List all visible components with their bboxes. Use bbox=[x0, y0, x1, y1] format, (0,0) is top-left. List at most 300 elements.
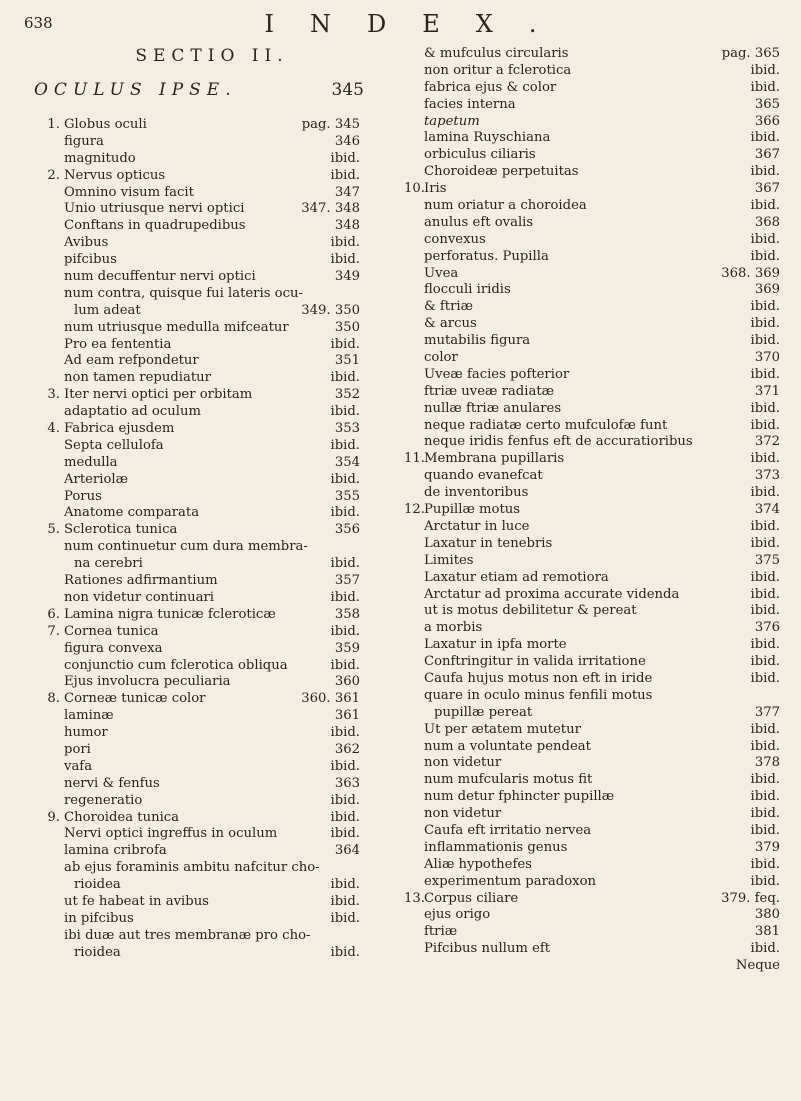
entry-text: Ejus involucra peculiaria bbox=[64, 674, 231, 690]
entry-text: Nervi optici ingreffus in oculum bbox=[64, 826, 278, 842]
entry-page: ibid. bbox=[750, 248, 780, 264]
entry-page: ibid. bbox=[750, 316, 780, 332]
entry-text: non videtur bbox=[424, 806, 502, 822]
entry-text: Caufa hujus motus non eft in iride bbox=[424, 670, 653, 686]
entry-number: 1. bbox=[47, 117, 60, 132]
entry-text: ibi duæ aut tres membranæ pro cho- bbox=[64, 927, 311, 943]
entry-text: Pro ea fententia bbox=[64, 336, 172, 352]
entry-text: Omnino visum facit bbox=[64, 184, 194, 200]
entry-number: 3. bbox=[47, 387, 60, 403]
entry-page: 373 bbox=[754, 468, 780, 484]
entry-text: pori bbox=[64, 741, 91, 757]
index-entry bbox=[424, 755, 780, 772]
index-entry bbox=[424, 907, 780, 924]
entry-text: anulus eft ovalis bbox=[424, 214, 534, 230]
entry-page: 367 bbox=[754, 147, 780, 163]
entry-page: ibid. bbox=[330, 370, 360, 386]
entry-page: ibid. bbox=[750, 62, 780, 78]
entry-page: Neque bbox=[735, 958, 780, 974]
entry-text: Fabrica ejusdem bbox=[64, 421, 175, 437]
entry-text: ut is motus debilitetur & pereat bbox=[424, 603, 637, 619]
entry-text: & arcus bbox=[424, 316, 477, 332]
index-entry bbox=[64, 201, 360, 218]
entry-page: 356 bbox=[334, 522, 360, 538]
index-entry bbox=[424, 468, 780, 485]
entry-page: ibid. bbox=[750, 721, 780, 737]
entry-text: Membrana pupillaris bbox=[424, 451, 565, 467]
index-entry bbox=[64, 320, 360, 337]
entry-text: ejus origo bbox=[424, 907, 491, 923]
entry-text: num detur fphincter pupillæ bbox=[424, 789, 615, 805]
index-entry bbox=[64, 641, 360, 658]
index-entry bbox=[64, 658, 360, 675]
entry-text: mutabilis figura bbox=[424, 333, 531, 349]
index-entry bbox=[47, 117, 360, 134]
index-entry bbox=[64, 185, 360, 202]
entry-page: ibid. bbox=[750, 789, 780, 805]
entry-text: figura convexa bbox=[64, 640, 163, 656]
entry-text: Uveæ facies pofterior bbox=[424, 366, 570, 382]
index-entry bbox=[424, 266, 780, 283]
entry-page: 353 bbox=[334, 421, 360, 437]
entry-page: 368 bbox=[754, 214, 780, 230]
entry-text: nullæ ftriæ anulares bbox=[424, 400, 562, 416]
entry-text: ftriæ uveæ radiatæ bbox=[424, 383, 555, 399]
entry-text: Laxatur etiam ad remotiora bbox=[424, 569, 609, 585]
entry-page: 350 bbox=[334, 319, 360, 335]
index-entry bbox=[424, 857, 780, 874]
entry-text: tapetum bbox=[424, 113, 480, 129]
entry-text: Lamina nigra tunicæ fcleroticæ bbox=[64, 606, 276, 622]
entry-number: 10. bbox=[404, 181, 425, 197]
entry-text: ftriæ bbox=[424, 924, 458, 940]
index-entry bbox=[424, 620, 780, 637]
index-entry bbox=[47, 522, 360, 539]
index-entry bbox=[64, 235, 360, 252]
index-entry bbox=[64, 573, 360, 590]
index-entry bbox=[64, 337, 360, 354]
entry-page: 359 bbox=[334, 640, 360, 656]
index-entry bbox=[64, 708, 360, 725]
entry-page: ibid. bbox=[330, 336, 360, 352]
entry-page: 358 bbox=[334, 606, 360, 622]
index-entry bbox=[424, 198, 780, 215]
entry-text: na cerebri bbox=[74, 556, 143, 572]
entry-text: a morbis bbox=[424, 620, 483, 636]
entry-page: ibid. bbox=[330, 471, 360, 487]
entry-text: Pifcibus nullum eft bbox=[424, 941, 551, 957]
entry-page: ibid. bbox=[750, 806, 780, 822]
entry-page: 357 bbox=[334, 573, 360, 589]
entry-page: ibid. bbox=[750, 164, 780, 180]
entry-page: ibid. bbox=[330, 556, 360, 572]
subheading-page: 345 bbox=[331, 80, 364, 100]
entry-page: 363 bbox=[334, 775, 360, 791]
entry-text: non videtur bbox=[424, 755, 502, 771]
entry-text: perforatus. Pupilla bbox=[424, 248, 549, 264]
entry-page: ibid. bbox=[750, 772, 780, 788]
entry-text: num decuffentur nervi optici bbox=[64, 269, 256, 285]
index-entry bbox=[424, 316, 780, 333]
index-entry bbox=[64, 776, 360, 793]
entry-text: Rationes adfirmantium bbox=[64, 573, 218, 589]
entry-page: ibid. bbox=[750, 333, 780, 349]
index-entry bbox=[64, 877, 360, 894]
entry-text: Sclerotica tunica bbox=[64, 522, 178, 538]
index-entry bbox=[64, 472, 360, 489]
index-entry bbox=[64, 911, 360, 928]
entry-page: ibid. bbox=[330, 893, 360, 909]
index-entry bbox=[47, 606, 360, 624]
index-entry bbox=[424, 63, 780, 80]
entry-text: Arteriolæ bbox=[64, 471, 129, 487]
entry-page: ibid. bbox=[750, 603, 780, 619]
entry-page: 374 bbox=[754, 502, 780, 518]
entry-page: ibid. bbox=[750, 873, 780, 889]
entry-page: ibid. bbox=[330, 589, 360, 605]
index-entry bbox=[424, 823, 780, 840]
index-entry bbox=[424, 637, 780, 654]
entry-text: Aliæ hypothefes bbox=[424, 856, 532, 872]
entry-text: laminæ bbox=[64, 708, 114, 724]
entry-text: Nervus opticus bbox=[64, 167, 166, 183]
entry-text: facies interna bbox=[424, 96, 516, 112]
entry-page: 371 bbox=[754, 383, 780, 399]
left-entries bbox=[47, 117, 360, 962]
entry-text: Septa cellulofa bbox=[64, 437, 164, 453]
entry-text: Arctatur in luce bbox=[424, 518, 530, 534]
entry-text: flocculi iridis bbox=[424, 282, 511, 298]
entry-text: regeneratio bbox=[64, 792, 143, 808]
entry-text: num continuetur cum dura membra- bbox=[64, 539, 308, 555]
entry-text: ut fe habeat in avibus bbox=[64, 893, 209, 909]
entry-page: ibid. bbox=[750, 518, 780, 534]
entry-page: ibid. bbox=[750, 417, 780, 433]
entry-number: 4. bbox=[47, 421, 60, 437]
entry-page: 346 bbox=[334, 133, 360, 149]
index-entry bbox=[64, 590, 360, 607]
entry-page: ibid. bbox=[330, 944, 360, 960]
index-entry bbox=[64, 843, 360, 860]
entry-page: ibid. bbox=[750, 569, 780, 585]
entry-page: ibid. bbox=[330, 910, 360, 926]
running-head: INDEX. bbox=[264, 10, 573, 38]
index-entry bbox=[404, 502, 780, 519]
index-entry bbox=[64, 928, 360, 945]
entry-text: convexus bbox=[424, 231, 486, 247]
index-entry bbox=[64, 539, 360, 556]
entry-page: ibid. bbox=[330, 877, 360, 893]
entry-page: 366 bbox=[754, 113, 780, 129]
index-entry bbox=[424, 232, 780, 249]
entry-text: non tamen repudiatur bbox=[64, 370, 211, 386]
entry-text: Iris bbox=[424, 181, 447, 197]
entry-page: 349. 350 bbox=[301, 302, 360, 318]
index-entry bbox=[64, 438, 360, 455]
index-entry bbox=[424, 772, 780, 789]
entry-text: orbiculus ciliaris bbox=[424, 147, 536, 163]
entry-number: 5. bbox=[47, 522, 60, 538]
entry-number: 7. bbox=[47, 623, 60, 639]
entry-text: medulla bbox=[64, 454, 118, 470]
entry-text: adaptatio ad oculum bbox=[64, 404, 201, 420]
entry-page: 378 bbox=[754, 755, 780, 771]
entry-text: & mufculus circularis bbox=[424, 46, 569, 61]
index-entry bbox=[424, 688, 780, 705]
entry-page: ibid. bbox=[750, 654, 780, 670]
index-entry bbox=[424, 367, 780, 384]
entry-page: ibid. bbox=[750, 637, 780, 653]
entry-text: pupillæ pereat bbox=[434, 704, 533, 720]
entry-page: ibid. bbox=[750, 198, 780, 214]
index-entry bbox=[424, 333, 780, 350]
index-entry bbox=[64, 151, 360, 168]
entry-page: ibid. bbox=[750, 299, 780, 315]
entry-page: ibid. bbox=[330, 826, 360, 842]
entry-number: 13. bbox=[404, 890, 425, 906]
entry-page: ibid. bbox=[750, 485, 780, 501]
index-entry bbox=[424, 350, 780, 367]
entry-page: 351 bbox=[334, 353, 360, 369]
index-entry bbox=[424, 924, 780, 941]
entry-text: lum adeat bbox=[74, 302, 141, 318]
index-entry bbox=[424, 130, 780, 147]
index-entry bbox=[64, 725, 360, 742]
entry-text: Caufa eft irritatio nervea bbox=[424, 822, 592, 838]
entry-page: ibid. bbox=[750, 822, 780, 838]
entry-text: rioidea bbox=[74, 877, 121, 893]
entry-page: ibid. bbox=[330, 623, 360, 639]
entry-page: ibid. bbox=[330, 725, 360, 741]
entry-page: 372 bbox=[754, 434, 780, 450]
entry-page: ibid. bbox=[330, 235, 360, 251]
entry-page: 380 bbox=[754, 907, 780, 923]
entry-page: 376 bbox=[754, 620, 780, 636]
entry-text: Porus bbox=[64, 488, 102, 504]
entry-text: Conftringitur in valida irritatione bbox=[424, 654, 646, 670]
index-entry bbox=[64, 269, 360, 286]
index-entry bbox=[424, 485, 780, 502]
entry-text: humor bbox=[64, 725, 108, 741]
entry-page: 360. 361 bbox=[301, 691, 360, 707]
index-entry bbox=[424, 434, 780, 451]
entry-page: ibid. bbox=[750, 400, 780, 416]
entry-page: 348 bbox=[334, 218, 360, 234]
index-entry bbox=[64, 404, 360, 421]
entry-page: 352 bbox=[334, 387, 360, 403]
index-entry bbox=[64, 134, 360, 151]
index-entry bbox=[424, 958, 780, 975]
entry-page: ibid. bbox=[750, 856, 780, 872]
entry-page: 370 bbox=[754, 350, 780, 366]
index-entry bbox=[424, 553, 780, 570]
entry-page: ibid. bbox=[330, 437, 360, 453]
index-entry bbox=[424, 941, 780, 958]
entry-text: Conftans in quadrupedibus bbox=[64, 218, 246, 234]
index-entry bbox=[404, 451, 780, 468]
index-entry bbox=[64, 455, 360, 472]
entry-page: 375 bbox=[754, 552, 780, 568]
entry-page: ibid. bbox=[330, 167, 360, 183]
entry-text: Anatome comparata bbox=[64, 505, 200, 521]
entry-page: ibid. bbox=[750, 670, 780, 686]
entry-text: & ftriæ bbox=[424, 299, 474, 315]
entry-page: 364 bbox=[334, 843, 360, 859]
index-entry bbox=[64, 489, 360, 506]
entry-text: non oritur a fclerotica bbox=[424, 62, 572, 78]
index-entry bbox=[424, 282, 780, 299]
index-entry bbox=[47, 421, 360, 438]
index-entry bbox=[424, 671, 780, 688]
entry-text: ab ejus foraminis ambitu nafcitur cho- bbox=[64, 860, 320, 876]
entry-number: 12. bbox=[404, 502, 425, 518]
index-entry bbox=[424, 570, 780, 587]
entry-text: Choroideæ perpetuitas bbox=[424, 164, 579, 180]
entry-text: rioidea bbox=[74, 944, 121, 960]
entry-text: lamina Ruyschiana bbox=[424, 130, 551, 146]
index-entry bbox=[47, 809, 360, 827]
entry-text: Unio utriusque nervi optici bbox=[64, 201, 245, 217]
index-entry bbox=[424, 46, 780, 63]
entry-text: Laxatur in tenebris bbox=[424, 535, 553, 551]
entry-page: 369 bbox=[754, 282, 780, 298]
index-entry bbox=[424, 164, 780, 181]
entry-text: quando evanefcat bbox=[424, 468, 543, 484]
index-entry bbox=[424, 299, 780, 316]
index-entry bbox=[47, 623, 360, 641]
entry-page: ibid. bbox=[330, 150, 360, 166]
entry-text: num contra, quisque fui lateris ocu- bbox=[64, 285, 303, 301]
entry-page: 365 bbox=[754, 96, 780, 112]
index-entry bbox=[64, 674, 360, 691]
entry-page: 361 bbox=[334, 708, 360, 724]
entry-page: 355 bbox=[334, 488, 360, 504]
index-entry bbox=[424, 603, 780, 620]
entry-page: ibid. bbox=[750, 79, 780, 95]
entry-page: 377 bbox=[754, 704, 780, 720]
entry-page: ibid. bbox=[750, 738, 780, 754]
entry-text: Limites bbox=[424, 552, 474, 568]
entry-text: Iter nervi optici per orbitam bbox=[64, 387, 253, 403]
entry-text: in pifcibus bbox=[64, 910, 134, 926]
entry-page: 347. 348 bbox=[301, 201, 360, 217]
subheading-text: OCULUS IPSE. bbox=[34, 80, 237, 100]
index-entry bbox=[424, 739, 780, 756]
entry-page: ibid. bbox=[330, 505, 360, 521]
entry-text: Pupillæ motus bbox=[424, 502, 521, 518]
entry-text: Corneæ tunicæ color bbox=[64, 691, 206, 707]
entry-page: ibid. bbox=[750, 535, 780, 551]
entry-page: 362 bbox=[334, 741, 360, 757]
entry-text: nervi & fenfus bbox=[64, 775, 160, 791]
index-entry bbox=[64, 286, 360, 303]
index-entry bbox=[47, 691, 360, 708]
index-entry bbox=[424, 114, 780, 131]
entry-text: non videtur continuari bbox=[64, 589, 215, 605]
entry-page: ibid. bbox=[750, 130, 780, 146]
index-entry bbox=[64, 505, 360, 522]
entry-text: de inventoribus bbox=[424, 485, 529, 501]
entry-page: ibid. bbox=[330, 792, 360, 808]
entry-text: num mufcularis motus fit bbox=[424, 772, 593, 788]
entry-page: ibid. bbox=[750, 451, 780, 467]
entry-page: 354 bbox=[334, 454, 360, 470]
index-entry bbox=[64, 793, 360, 810]
index-entry bbox=[64, 252, 360, 269]
entry-number: 2. bbox=[47, 167, 60, 183]
entry-text: lamina cribrofa bbox=[64, 843, 167, 859]
entry-text: Laxatur in ipfa morte bbox=[424, 637, 567, 653]
index-entry bbox=[424, 401, 780, 418]
entry-page: 379. feq. bbox=[721, 890, 780, 906]
index-entry bbox=[424, 587, 780, 604]
entry-page: pag. 345 bbox=[301, 117, 360, 132]
section-title: SECTIO II. bbox=[135, 46, 289, 66]
entry-text: quare in oculo minus fenfili motus bbox=[424, 687, 653, 703]
entry-page: ibid. bbox=[330, 657, 360, 673]
entry-page: 349 bbox=[334, 269, 360, 285]
index-entry bbox=[64, 826, 360, 843]
index-entry bbox=[64, 303, 360, 320]
entry-page: ibid. bbox=[330, 252, 360, 268]
right-entries bbox=[404, 46, 780, 975]
entry-text: num oriatur a choroidea bbox=[424, 198, 587, 214]
entry-page: ibid. bbox=[330, 404, 360, 420]
entry-page: 368. 369 bbox=[721, 265, 780, 281]
entry-page: 347 bbox=[334, 184, 360, 200]
entry-number: 6. bbox=[47, 606, 60, 622]
index-entry bbox=[424, 722, 780, 739]
entry-text: magnitudo bbox=[64, 150, 136, 166]
index-entry bbox=[424, 840, 780, 857]
index-entry bbox=[404, 890, 780, 908]
entry-text: conjunctio cum fclerotica obliqua bbox=[64, 657, 288, 673]
index-entry bbox=[64, 218, 360, 235]
entry-text: num utriusque medulla mifceatur bbox=[64, 319, 289, 335]
index-entry bbox=[64, 759, 360, 776]
index-entry bbox=[424, 874, 780, 891]
index-entry bbox=[424, 97, 780, 114]
entry-page: ibid. bbox=[330, 758, 360, 774]
entry-text: Avibus bbox=[64, 235, 109, 251]
entry-number: 9. bbox=[47, 809, 60, 825]
entry-text: figura bbox=[64, 133, 104, 149]
entry-page: 379 bbox=[754, 839, 780, 855]
entry-text: Cornea tunica bbox=[64, 623, 159, 639]
index-entry bbox=[424, 80, 780, 97]
index-entry bbox=[424, 384, 780, 401]
subheading bbox=[34, 80, 364, 100]
entry-text: num a voluntate pendeat bbox=[424, 738, 591, 754]
page-number: 638 bbox=[24, 14, 53, 32]
index-entry bbox=[424, 519, 780, 536]
entry-text: vafa bbox=[64, 758, 93, 774]
entry-page: ibid. bbox=[750, 366, 780, 382]
index-entry bbox=[64, 556, 360, 573]
entry-page: 381 bbox=[754, 924, 780, 940]
entry-page: 367 bbox=[754, 181, 780, 197]
entry-page: ibid. bbox=[330, 809, 360, 825]
index-entry bbox=[424, 654, 780, 671]
entry-text: neque iridis fenfus eft de accuratioribus bbox=[424, 434, 693, 450]
entry-number: 11. bbox=[404, 451, 425, 467]
entry-number: 8. bbox=[47, 691, 60, 707]
index-entry bbox=[424, 536, 780, 553]
index-entry bbox=[64, 742, 360, 759]
index-entry bbox=[424, 249, 780, 266]
entry-text: pifcibus bbox=[64, 252, 117, 268]
entry-page: ibid. bbox=[750, 231, 780, 247]
